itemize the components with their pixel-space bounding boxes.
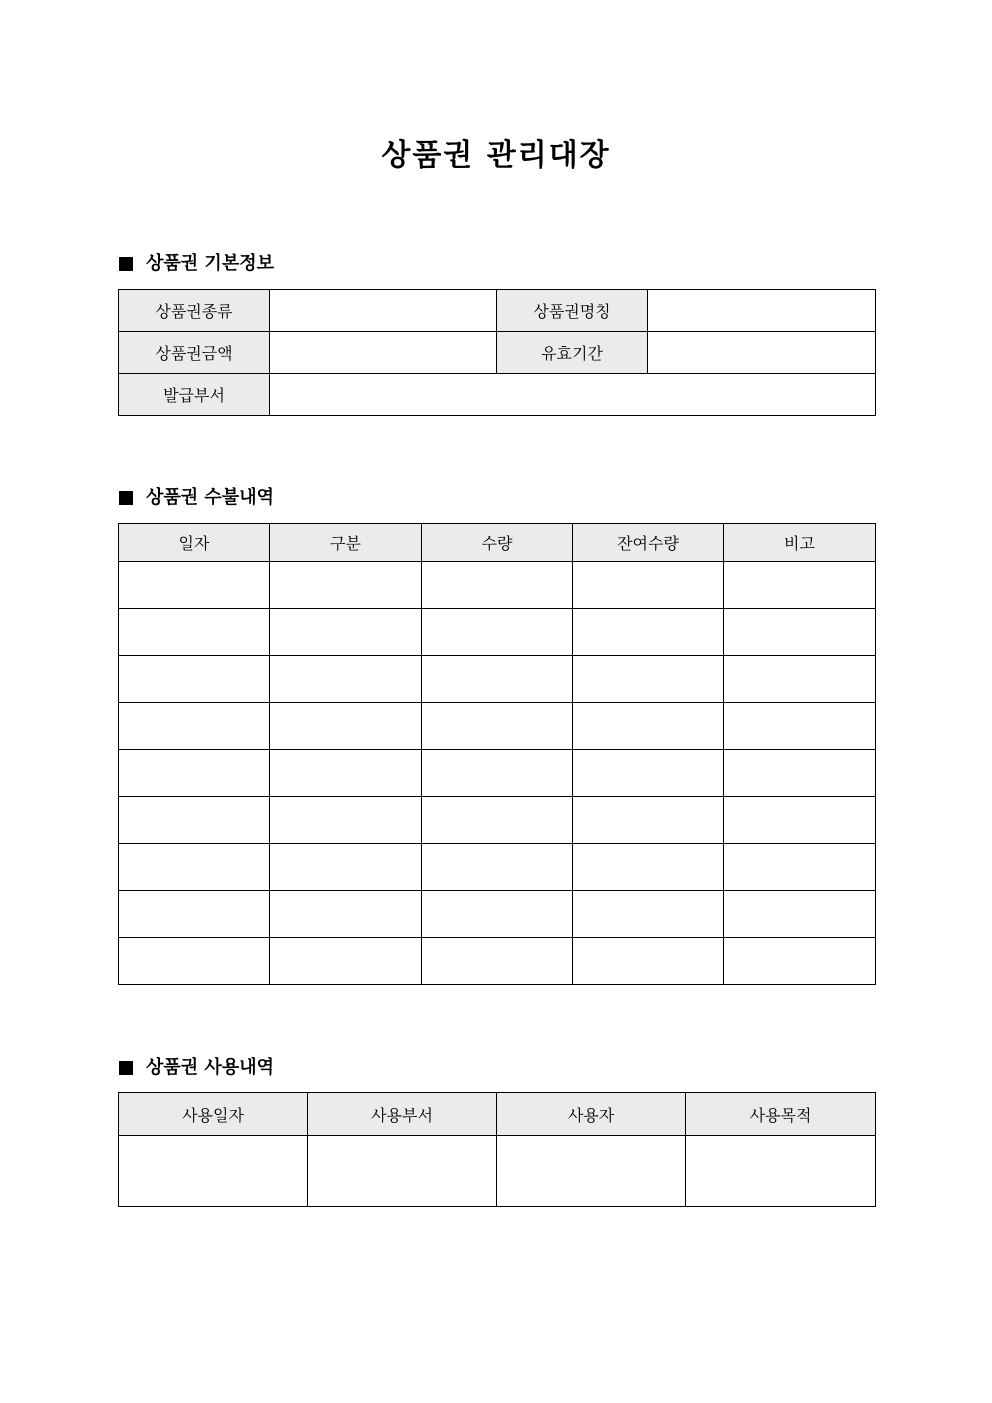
table-cell[interactable] [119,656,270,703]
column-header-user: 사용자 [497,1093,686,1136]
table-row [119,374,876,416]
section-heading-label: 상품권 사용내역 [146,1057,274,1078]
table-cell[interactable] [119,844,270,891]
table-cell[interactable] [270,844,422,891]
table-cell[interactable] [270,938,422,985]
table-cell[interactable] [119,750,270,797]
table-row [119,656,876,703]
table-cell[interactable] [686,1136,876,1207]
column-header-category: 구분 [270,524,422,562]
table-row [119,891,876,938]
table-cell[interactable] [308,1136,497,1207]
column-header-remarks: 비고 [724,524,876,562]
table-header-row [119,1093,876,1136]
inout-history-body [119,562,876,985]
column-header-usage-department: 사용부서 [308,1093,497,1136]
table-row [119,332,876,374]
section-heading-inout-history [119,486,274,510]
table-cell[interactable] [573,703,724,750]
table-cell[interactable] [724,797,876,844]
table-cell[interactable] [270,703,422,750]
black-square-icon [119,491,133,505]
field-voucher-type[interactable] [270,290,497,332]
table-cell[interactable] [573,750,724,797]
table-row [119,797,876,844]
table-cell[interactable] [422,609,573,656]
column-header-date: 일자 [119,524,270,562]
column-header-usage-purpose: 사용목적 [686,1093,876,1136]
black-square-icon [119,257,133,271]
table-cell[interactable] [573,797,724,844]
basic-info-table [118,289,876,416]
table-row [119,844,876,891]
label-validity-period: 유효기간 [497,332,648,374]
section-heading-usage-history [119,1056,274,1080]
label-voucher-amount: 상품권금액 [119,332,270,374]
table-cell[interactable] [422,797,573,844]
section-heading-basic-info [119,252,274,276]
table-cell[interactable] [573,891,724,938]
field-voucher-amount[interactable] [270,332,497,374]
label-voucher-type: 상품권종류 [119,290,270,332]
table-cell[interactable] [724,656,876,703]
table-cell[interactable] [573,844,724,891]
table-cell[interactable] [724,844,876,891]
table-cell[interactable] [724,562,876,609]
column-header-remaining-quantity: 잔여수량 [573,524,724,562]
inout-history-table [118,523,876,985]
table-cell[interactable] [119,562,270,609]
column-header-quantity: 수량 [422,524,573,562]
table-row [119,1136,876,1207]
table-cell[interactable] [573,562,724,609]
usage-history-table [118,1092,876,1207]
table-cell[interactable] [119,609,270,656]
table-cell[interactable] [422,656,573,703]
table-cell[interactable] [422,844,573,891]
table-cell[interactable] [422,703,573,750]
table-cell[interactable] [119,1136,308,1207]
table-row [119,290,876,332]
black-square-icon [119,1061,133,1075]
table-cell[interactable] [119,938,270,985]
table-cell[interactable] [724,703,876,750]
table-cell[interactable] [270,656,422,703]
label-issuing-department: 발급부서 [119,374,270,416]
table-row [119,750,876,797]
label-voucher-name: 상품권명칭 [497,290,648,332]
usage-history-body [119,1136,876,1207]
table-cell[interactable] [270,750,422,797]
table-cell[interactable] [119,703,270,750]
table-cell[interactable] [270,562,422,609]
page-title: 상품권 관리대장 [381,138,611,173]
table-cell[interactable] [724,891,876,938]
section-heading-label: 상품권 수불내역 [146,487,274,508]
table-cell[interactable] [573,609,724,656]
table-cell[interactable] [422,938,573,985]
table-cell[interactable] [422,891,573,938]
table-cell[interactable] [270,797,422,844]
table-cell[interactable] [119,891,270,938]
table-cell[interactable] [573,938,724,985]
table-cell[interactable] [422,562,573,609]
table-cell[interactable] [724,750,876,797]
table-cell[interactable] [270,609,422,656]
field-issuing-department[interactable] [270,374,876,416]
table-cell[interactable] [724,609,876,656]
table-cell[interactable] [724,938,876,985]
table-row [119,938,876,985]
table-cell[interactable] [497,1136,686,1207]
field-voucher-name[interactable] [648,290,876,332]
field-validity-period[interactable] [648,332,876,374]
column-header-usage-date: 사용일자 [119,1093,308,1136]
section-heading-label: 상품권 기본정보 [146,253,274,274]
table-cell[interactable] [270,891,422,938]
table-row [119,703,876,750]
table-cell[interactable] [573,656,724,703]
table-header-row [119,524,876,562]
table-row [119,609,876,656]
table-cell[interactable] [422,750,573,797]
table-row [119,562,876,609]
table-cell[interactable] [119,797,270,844]
